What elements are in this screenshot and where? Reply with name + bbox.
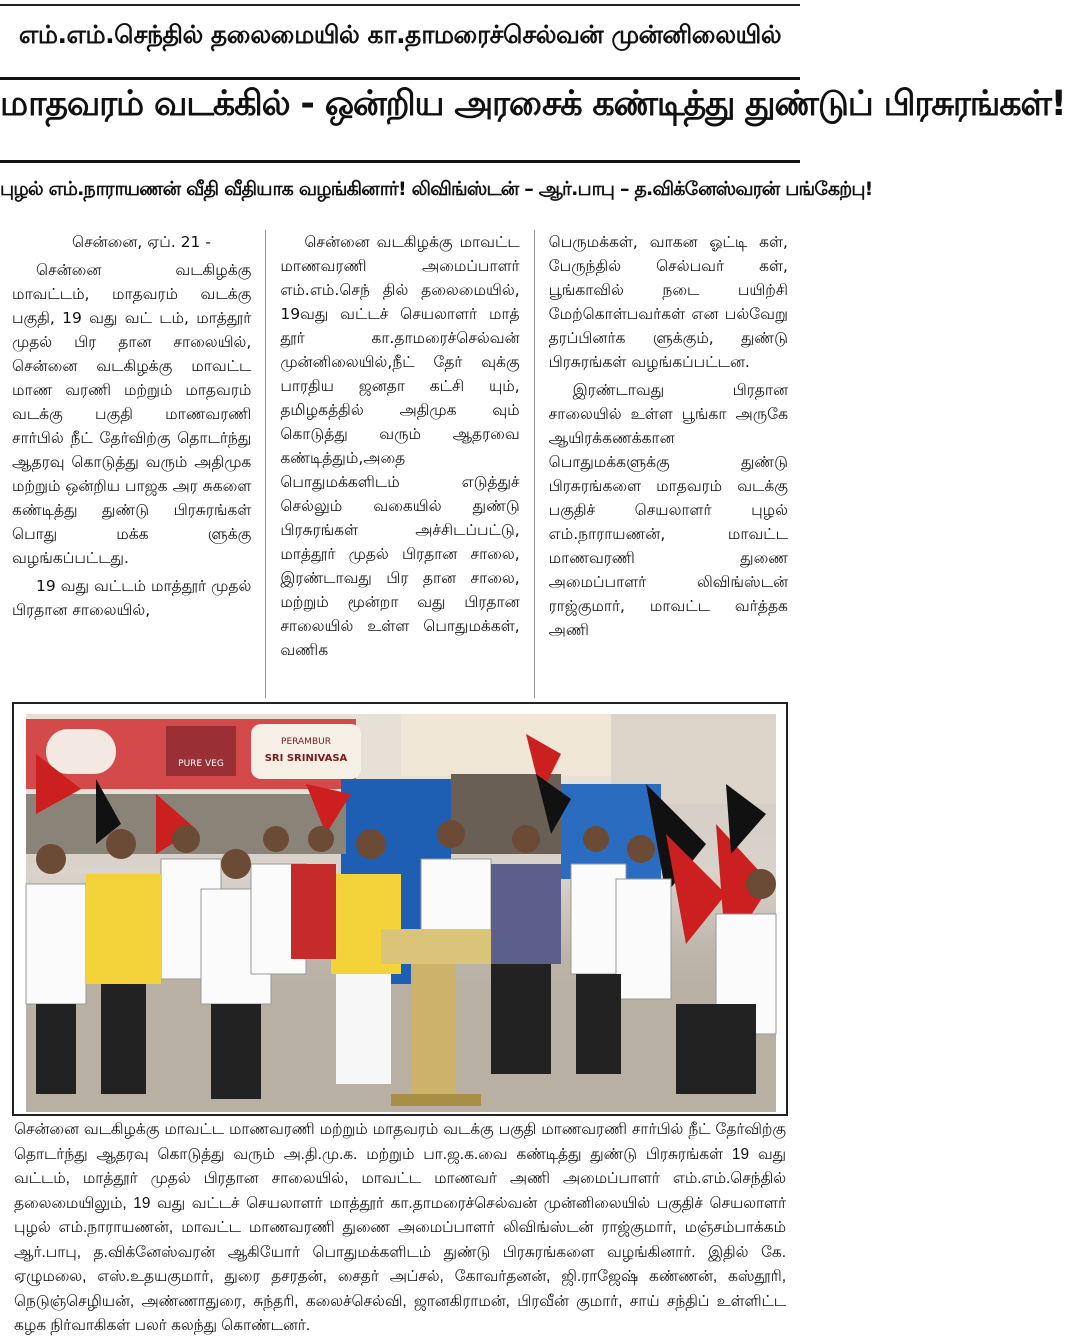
photo-illustration [26,714,776,1112]
article-column-3 [549,230,788,698]
subheadline: புழல் எம்.நாராயணன் வீதி வீதியாக வழங்கினார்! லிவிங்ஸ்டன் – ஆர்.பாபு – த.விக்னேஸ்வரன் பங்கேற்பு! [0,178,873,200]
headline: மாதவரம் வடக்கில் - ஒன்றிய அரசைக் கண்டித்து துண்டுப் பிரசுரங்கள்! [0,84,1066,124]
column-divider [265,230,266,698]
paragraph: சென்னை வடகிழக்கு மாவட்ட மாணவரணி அமைப்பாளர் எம்.எம்.செந் தில் தலைமையில், 19வது வட்டச் செயலாளர் மாத் தூர் கா.தாமரைச்செல்வன் முன்னிலையில்,நீட் தேர் வுக்கு பாரதிய ஜனதா கட்சி யும், தமிழகத்தில் அதிமுக வும் கொடுத்து வரும் ஆதரவை கண்டித்தும்,அதை பொதுமக்களிடம் எடுத்துச் செல்லும் வகையில் துண்டு பிரசுரங்கள் அச்சிடப்பட்டு, மாத்தூர் முதல் பிரதான சாலை, இரண்டாவது பிர தான சாலை, மற்றும் மூன்றா வது பிரதான சாலையில் உள்ள பொதுமக்கள், வணிக [280,233,520,659]
news-photo [26,714,776,1112]
paragraph: பெருமக்கள், வாகன ஓட்டி கள், பேருந்தில் செல்பவர் கள், பூங்காவில் நடை பயிற்சி மேற்கொள்பவர்கள் என பல்வேறு தரப்பினர்க ளுக்கும், துண்டு பிரசுரங்கள் வழங்கப்பட்டன. [548,233,788,371]
headline-rule-top [0,77,800,80]
photo-frame [12,702,788,1116]
paragraph: இரண்டாவது பிரதான சாலையில் உள்ள பூங்கா அருகே ஆயிரக்கணக்கான பொதுமக்களுக்கு துண்டு பிரசுரங்களை மாதவரம் வடக்கு பகுதிச் செயலாளர் புழல் எம்.நாராயணன், மாவட்ட மாணவரணி துணை அமைப்பாளர் லிவிங்ஸ்டன் ராஜ்குமார், மாவட்ட வர்த்தக அணி [548,381,788,639]
kicker-line: எம்.எம்.செந்தில் தலைமையில் கா.தாமரைச்செல்வன் முன்னிலையில் [18,20,782,49]
paragraph: சென்னை வடகிழக்கு மாவட்டம், மாதவரம் வடக்கு பகுதி, 19 வது வட் டம், மாத்தூர் முதல் பிர தான சாலையில், சென்னை வடகிழக்கு மாவட்ட மாண வரணி மற்றும் மாதவரம் வடக்கு பகுதி மாணவரணி சார்பில் நீட் தேர்விற்கு தொடர்ந்து ஆதரவு கொடுத்து வரும் அதிமுக மற்றும் ஒன்றிய பாஜக அர சுகளை கண்டித்து துண்டு பிரசுரங்கள் பொது மக்க ளுக்கு வழங்கப்பட்டது. [12,261,252,567]
dateline: சென்னை, ஏப். 21 - [72,233,211,251]
signboard-text: SRI SRINIVASA [264,753,348,764]
top-rule [0,0,800,6]
article-column-1 [12,230,251,698]
article-body [12,230,788,698]
photo-caption: சென்னை வடகிழக்கு மாவட்ட மாணவரணி மற்றும் மாதவரம் வடக்கு பகுதி மாணவரணி சார்பில் நீட் தேர்விற்கு தொடர்ந்து ஆதரவு கொடுத்து வரும் அ.தி.மு.க. மற்றும் பா.ஜ.க.வை கண்டித்து துண்டு பிரசுரங்கள் 19 வது வட்டம், மாத்தூர் முதல் பிரதான சாலையில், மாவட்ட மாணவர் அணி அமைப்பாளர் எம்.எம்.செந்தில் தலைமையிலும், 19 வது வட்டச் செயலாளர் மாத்தூர் கா.தாமரைச்செல்வன் முன்னிலையில் பகுதிச் செயலாளர் புழல் எம்.நாராயணன், மாவட்ட மாணவரணி துணை அமைப்பாளர் லிவிங்ஸ்டன் ராஜ்குமார், மஞ்சம்பாக்கம் ஆர்.பாபு, த.விக்னேஸ்வரன் ஆகியோர் பொதுமக்களிடம் துண்டு பிரசுரங்களை வழங்கினார். இதில் கே. ஏழுமலை, எஸ்.உதயகுமார், துரை தசரதன், சைதர் அப்சல், கோவர்தனன், ஜி.ராஜேஷ் கண்ணன், கஸ்தூரி, நெடுஞ்செழியன், அண்ணாதுரை, சுந்தரி, கலைச்செல்வி, ஜானகிராமன், பிரவீன் குமார், சாய் சந்திப் உள்ளிட்ட கழக நிர்வாகிகள் பலர் கலந்து கொண்டனர். [14,1121,786,1334]
paragraph: 19 வது வட்டம் மாத்தூர் முதல் பிரதான சாலையில், [12,577,252,619]
article-column-2 [280,230,519,698]
headline-rule-bottom [0,160,800,163]
signboard-text: PERAMBUR [281,737,331,747]
signboard-text: PURE VEG [178,759,224,769]
column-divider [534,230,535,698]
